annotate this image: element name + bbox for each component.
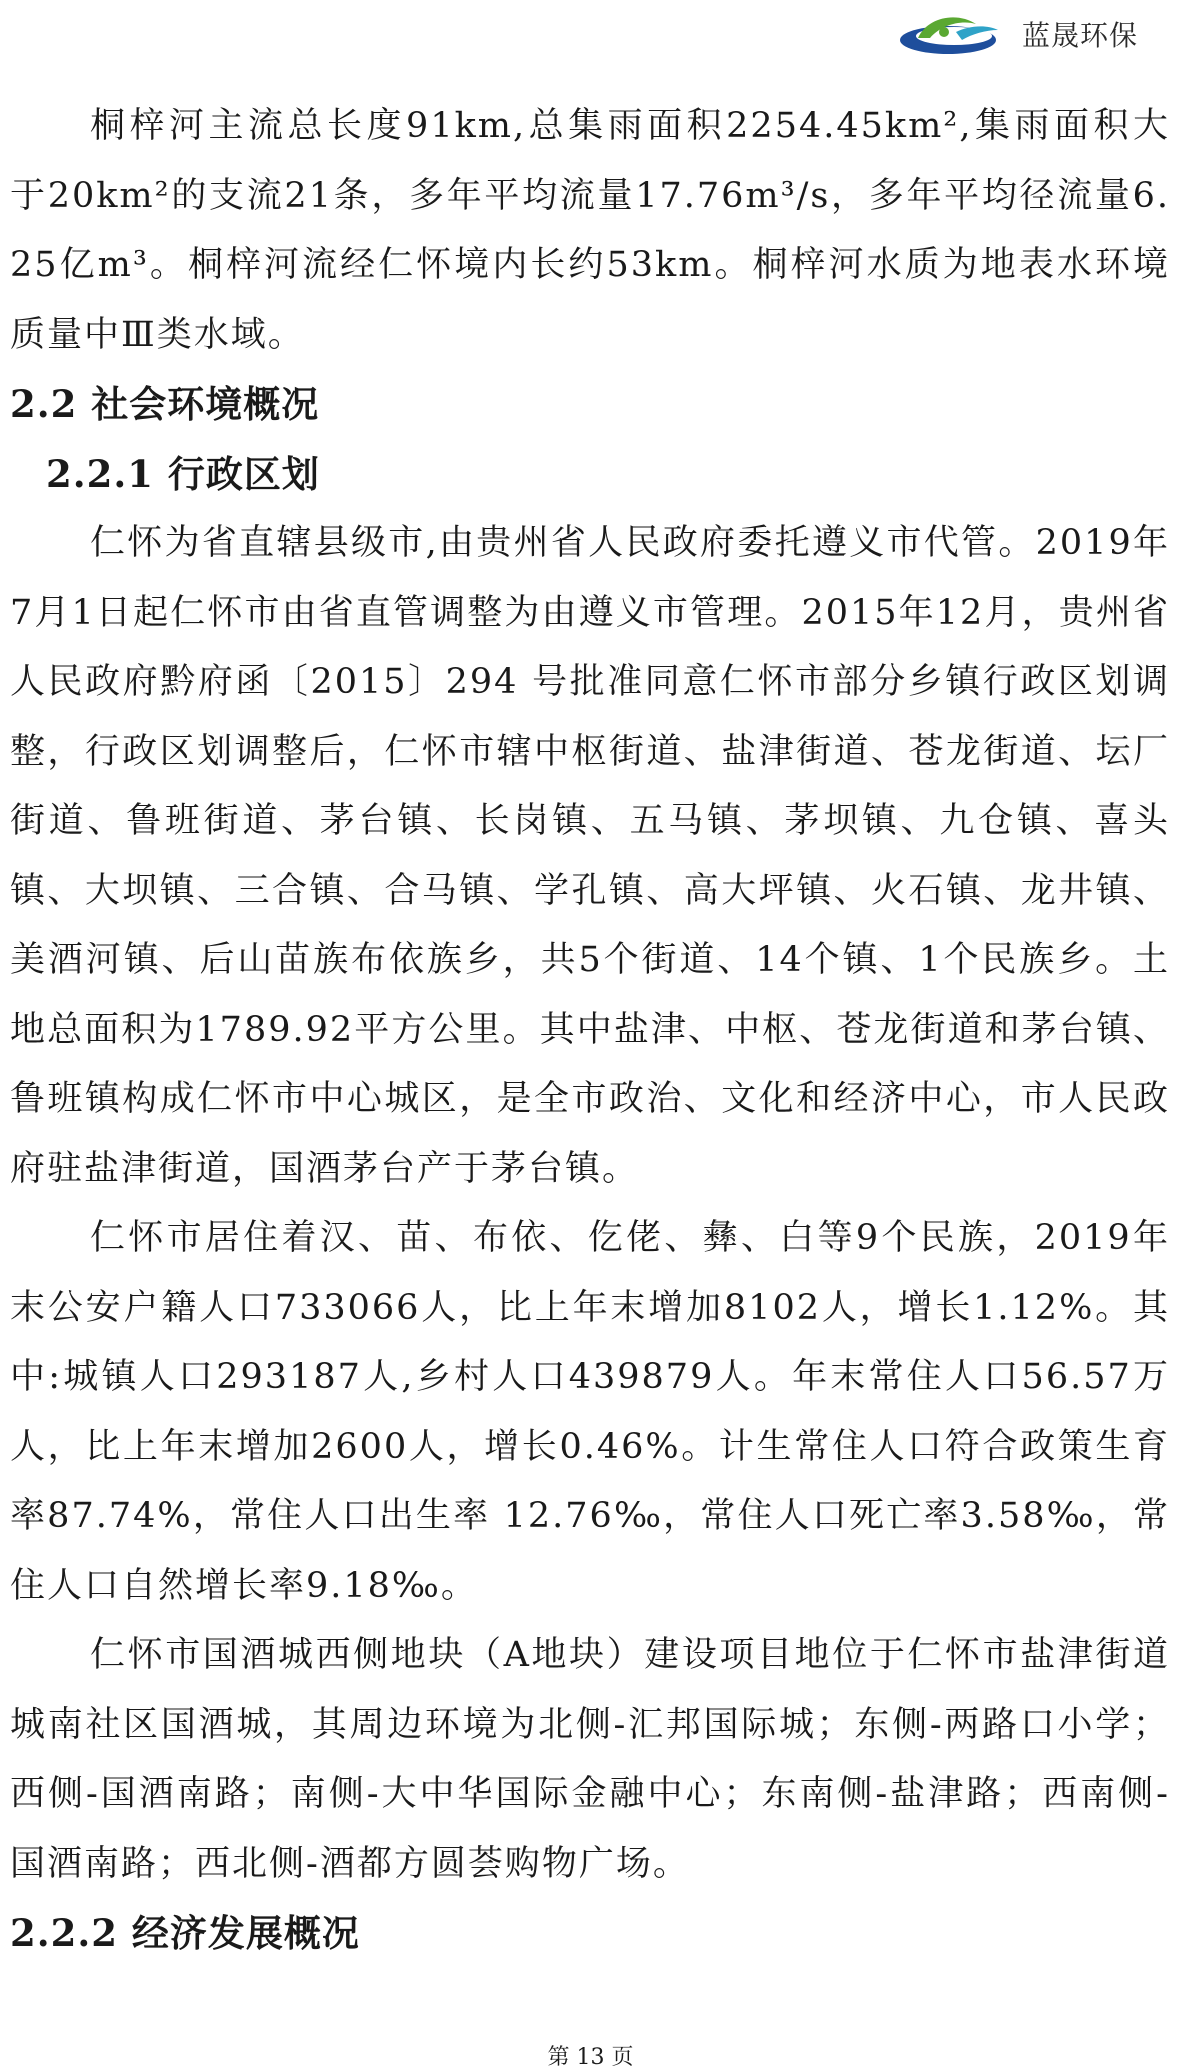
page-header bbox=[0, 0, 1181, 70]
paragraph-population: 仁怀市居住着汉、苗、布依、仡佬、彝、白等9个民族，2019年末公安户籍人口733066人，比上年末增加8102人，增长1.12%。其中:城镇人口293187人,乡村人口439879人。年末常住人口56.57万人，比上年末增加2600人，增长0.46%。计生常住人口符合政策生育率87.74%，常住人口出生率 12.76‰，常住人口死亡率3.58‰，常住人口自然增长率9.18‰。 bbox=[10, 1218, 1170, 1606]
section-heading-2-2: 2.2 社会环境概况 bbox=[10, 382, 320, 426]
paragraph-administrative-division: 仁怀为省直辖县级市,由贵州省人民政府委托遵义市代管。2019年7月1日起仁怀市由省直管调整为由遵义市管理。2015年12月，贵州省人民政府黔府函〔2015〕294 号批准同意仁怀市部分乡镇行政区划调整，行政区划调整后，仁怀市辖中枢街道、盐津街道、苍龙街道、坛厂街道、鲁班街道、茅台镇、长岗镇、五马镇、茅坝镇、九仓镇、喜头镇、大坝镇、三合镇、合马镇、学孔镇、高大坪镇、火石镇、龙井镇、美酒河镇、后山苗族布依族乡，共5个街道、14个镇、1个民族乡。土地总面积为1789.92平方公里。其中盐津、中枢、苍龙街道和茅台镇、鲁班镇构成仁怀市中心城区，是全市政治、文化和经济中心，市人民政府驻盐津街道，国酒茅台产于茅台镇。 bbox=[10, 523, 1170, 1189]
document-body bbox=[10, 92, 1170, 1969]
paragraph-river-stats: 桐梓河主流总长度91km,总集雨面积2254.45km²,集雨面积大 于20km²的支流21条，多年平均流量17.76m³/s，多年平均径流量6.25亿m³。桐梓河流经仁怀境内长约53km。桐梓河水质为地表水环境质量中Ⅲ类水域。 bbox=[10, 106, 1170, 355]
page-number: 第 13 页 bbox=[547, 2045, 634, 2070]
lansheng-logo-icon bbox=[898, 10, 1004, 58]
paragraph-project-location: 仁怀市国酒城西侧地块（A地块）建设项目地位于仁怀市盐津街道城南社区国酒城，其周边环境为北侧-汇邦国际城；东侧-两路口小学；西侧-国酒南路；南侧-大中华国际金融中心；东南侧-盐津路；西南侧-国酒南路；西北侧-酒都方圆荟购物广场。 bbox=[10, 1635, 1170, 1884]
section-heading-2-2-1: 2.2.1 行政区划 bbox=[46, 451, 320, 496]
brand-name: 蓝晟环保 bbox=[1022, 19, 1139, 52]
section-heading-2-2-2: 2.2.2 经济发展概况 bbox=[10, 1911, 360, 1955]
